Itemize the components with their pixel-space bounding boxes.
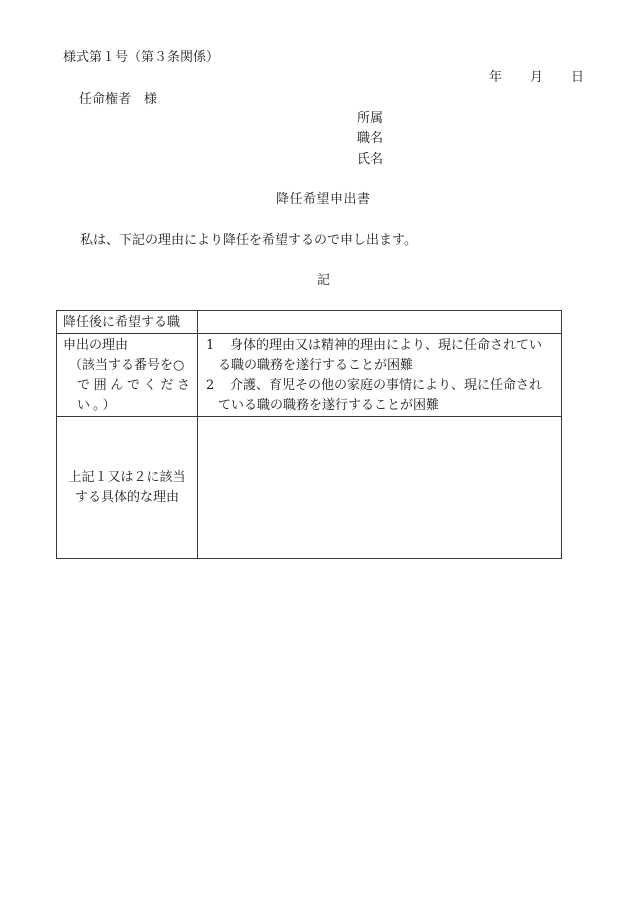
reason-note-line1: （該当する番号を○ [69,358,185,373]
body-text: 私は、下記の理由により降任を希望するので申し出ます。 [80,233,417,248]
table-row [57,334,562,417]
desired-position-label-cell [57,311,198,334]
option-number-2: 2 [206,378,215,393]
reason-option-1[interactable] [206,336,557,356]
specific-reason-value [198,417,561,419]
reason-option-2[interactable] [206,376,557,396]
reason-label: 申出の理由 [63,338,129,353]
option-2-text-line1: 介護、育児その他の家庭の事情により、現に任命され [230,378,543,393]
date-month-label: 月 [530,70,544,85]
specific-reason-label-line1: 上記１又は２に該当 [68,469,186,485]
addressee: 任命権者 様 [79,92,158,107]
option-1-text-line1: 身体的理由又は精神的理由により、現に任命されてい [230,338,543,353]
name-label: 氏名 [357,152,384,167]
reason-label-cell [57,334,198,417]
application-form-table [56,310,562,559]
table-row [57,417,562,559]
document-title: 降任希望申出書 [276,192,371,207]
desired-position-field[interactable] [198,311,562,334]
reason-options-cell [198,334,562,417]
form-number: 様式第１号（第３条関係） [63,50,220,65]
date-day-label: 日 [571,70,585,85]
record-label: 記 [317,273,331,288]
table-row [57,311,562,334]
affiliation-label: 所属 [357,111,384,126]
reason-note-line2: で囲んでください。） [77,378,193,413]
option-number-1: 1 [206,338,215,353]
option-1-text-line2: る職の職務を遂行することが困難 [218,358,414,373]
specific-reason-field[interactable] [198,417,562,559]
desired-position-value [198,311,561,313]
specific-reason-label-line2: する具体的な理由 [74,489,179,505]
desired-position-label: 降任後に希望する職 [63,315,181,330]
position-label: 職名 [357,131,384,146]
option-2-text-line2: ている職の職務を遂行することが困難 [218,398,440,413]
date-year-label: 年 [489,70,503,85]
specific-reason-label-cell [57,417,198,559]
